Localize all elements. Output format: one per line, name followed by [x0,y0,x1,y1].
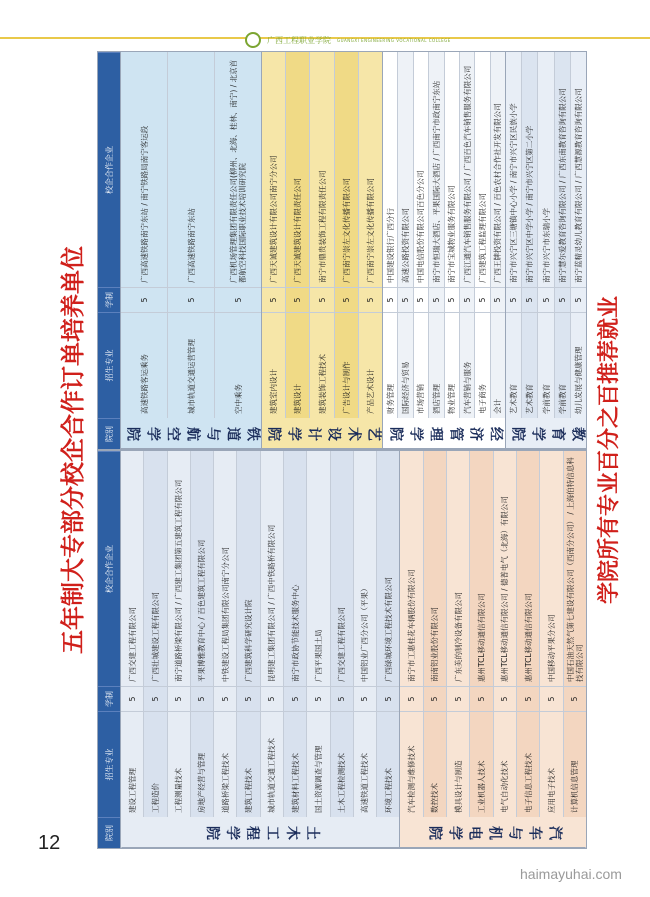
dept-name: 教育学院 [506,418,586,449]
years-cell: 5 [555,287,570,312]
table-row [398,52,413,418]
table-row [491,52,505,418]
page-subtitle: 学院所有专业百分之百推荐就业 [597,296,622,605]
partner-cell: 中国电信股份有限公司百色分公司 [416,170,426,283]
table-row [144,451,167,817]
col-major: 招生专业 [98,711,120,817]
major-cell: 模具设计与制造 [447,711,469,817]
years-cell: 5 [447,686,469,711]
partner-cell: 南宁市鼎贵装饰工程有限责任公司 [317,170,327,283]
years-cell: 5 [398,287,412,312]
dept-name: 铁道与航空学院 [121,418,261,449]
table-row [310,52,334,418]
col-years: 学制 [98,686,120,711]
years-cell: 5 [494,686,516,711]
partner-cell: 南宁市工惠桂花车辆股份有限公司 [407,569,417,682]
years-cell: 5 [310,287,333,312]
major-cell: 艺术教育 [522,312,537,418]
years-cell: 5 [284,686,306,711]
table-row [460,52,475,418]
table-row [571,52,586,418]
years-cell: 5 [335,287,358,312]
years-cell: 5 [460,287,474,312]
years-cell: 5 [564,686,586,711]
table-row [522,52,538,418]
partner-cell: 广东美的制冷设备有限公司 [453,592,463,682]
table-left [97,450,587,849]
partner-cell: 南宁市兴宁市东瑞小学 [541,208,551,283]
table-row [377,451,399,817]
table-row [564,451,586,817]
partner-cell: 广西江通汽车销售服务有限公司 / 广西百色汽车销售服务有限公司 [462,65,472,283]
partner-cell: 南宁市政协节能技术服务中心 [290,584,300,682]
partner-tables [97,51,587,849]
major-cell: 数控技术 [424,711,446,817]
table-row [475,52,490,418]
years-cell: 5 [491,287,505,312]
major-cell: 工业机器人技术 [470,711,492,817]
major-cell: 市场营销 [414,312,428,418]
partner-cell: 广西绿城环境工程技术有限公司 [383,577,393,682]
major-cell: 建设工程管理 [121,711,143,817]
dept-group [120,451,399,848]
major-cell: 道路桥梁工程技术 [214,711,236,817]
partner-cell: 南宁市宝城物业服务有限公司 [447,185,457,283]
years-cell: 5 [424,686,446,711]
partner-cell: 广西平果国土局 [313,629,323,682]
dept-group [382,52,505,449]
major-cell: 空中乘务 [215,312,261,418]
years-cell: 5 [237,686,259,711]
years-cell: 5 [540,686,562,711]
years-cell: 5 [359,287,382,312]
college-seal-icon [245,32,261,48]
years-cell: 5 [215,287,261,312]
years-cell: 5 [214,686,236,711]
table-header [98,451,120,848]
table-row [383,52,398,418]
partner-cell: 广西天诚建筑设计有限公司南宁分公司 [269,155,279,283]
table-row [447,451,470,817]
major-cell: 计算机信息管理 [564,711,586,817]
major-cell: 广告设计与制作 [335,312,358,418]
years-cell: 5 [571,287,586,312]
table-row [262,52,286,418]
dept-group [505,52,586,449]
years-cell: 5 [470,686,492,711]
years-cell: 5 [286,287,309,312]
partner-cell: 南宁蓝精灵幼儿教育有限公司 / 广西慧源教育咨询有限公司 [573,88,583,283]
table-row [261,451,284,817]
partner-cell: 广西南宁崇左文化传播有限公司 [365,178,375,283]
major-cell: 电子商务 [475,312,489,418]
col-years: 学制 [98,287,120,312]
partner-cell: 惠州TCL移动通信有限公司 / 德普电气（北海）有限公司 [500,496,510,682]
partner-cell: 南南铝业股份有限公司 [430,607,440,682]
table-row [237,451,260,817]
major-cell: 财务管理 [383,312,397,418]
years-cell: 5 [261,686,283,711]
major-cell: 应用电子技术 [540,711,562,817]
table-row [445,52,460,418]
dept-name: 经济管理学院 [383,418,505,449]
page-title: 五年制大专部分校企合作订单培养单位 [59,246,87,654]
major-cell: 学前教育 [555,312,570,418]
years-cell: 5 [121,287,167,312]
table-row [555,52,571,418]
partner-cell: 中铁建设工程局集团有限公司南宁分公司 [220,547,230,682]
table-row [424,451,447,817]
years-cell: 5 [538,287,553,312]
major-cell: 工程测量技术 [168,711,190,817]
table-row [414,52,429,418]
table-row [359,52,382,418]
years-cell: 5 [445,287,459,312]
major-cell: 土木工程检测技术 [331,711,353,817]
years-cell: 5 [400,686,422,711]
table-row [121,52,168,418]
table-row [354,451,377,817]
table-row [168,52,215,418]
table-row [121,451,144,817]
table-right [97,51,587,450]
years-cell: 5 [414,287,428,312]
major-cell: 学前教育 [538,312,553,418]
table-row [168,451,191,817]
partner-cell: 广西天诚建筑设计有限责任公司 [293,178,303,283]
page-number: 12 [38,832,61,854]
years-cell: 5 [517,686,539,711]
major-cell: 幼儿发展与健康管理 [571,312,586,418]
major-cell: 汽车检测与维修技术 [400,711,422,817]
partner-cell: 高速公路投资有限公司 [401,208,411,283]
table-row [335,52,359,418]
partner-cell: 广西建筑科学研究设计院 [244,599,254,682]
table-row [214,451,237,817]
table-row [191,451,214,817]
years-cell: 5 [121,686,143,711]
partner-cell: 广西机场管理集团有限责任公司(柳州、北海、桂林、南宁) / 北京首都航空科技国际职业技术培训研究院 [229,59,247,283]
major-cell: 城市轨道交通运营管理 [168,312,214,418]
partner-cell: 南宁市兴宁区中学小学 / 南宁市兴宁区第二小学 [525,125,535,283]
partner-cell: 惠州TCL移动通信有限公司 [477,593,487,682]
major-cell: 建筑材料工程技术 [284,711,306,817]
table-row [331,451,354,817]
years-cell: 5 [168,686,190,711]
college-logo [245,32,451,48]
partner-cell: 中国石油天然气第七建设有限公司（西南分公司） / 上海伯特信息科技有限公司 [565,457,584,682]
major-cell: 国际经济与贸易 [398,312,412,418]
partner-cell: 惠州TCL移动通信有限公司 [523,593,533,682]
watermark: haimayuhai.com [520,866,622,882]
col-dept: 院别 [98,418,120,449]
years-cell: 5 [331,686,353,711]
table-row [215,52,261,418]
college-name: 广西工程职业学院 [267,35,331,45]
major-cell: 建筑工程技术 [237,711,259,817]
major-cell: 国土资源调查与管理 [307,711,329,817]
partner-cell: 广西交建工程有限公司 [337,607,347,682]
partner-cell: 中国铝业广西分公司（平果） [360,584,370,682]
dept-group [399,451,586,848]
table-row [470,451,493,817]
dept-group [261,52,382,449]
partner-cell: 中国建设银行广西分行 [385,208,395,283]
table-row [506,52,522,418]
years-cell: 5 [191,686,213,711]
partner-cell: 南宁市兴宁区三塘镇中心小学 / 南宁市兴宁区民族小学 [509,103,519,283]
years-cell: 5 [307,686,329,711]
major-cell: 艺术教育 [506,312,521,418]
partner-cell: 南宁市恒瑞大酒店、平果国际大酒店 / 广西南宁市政南宁东站 [431,80,441,283]
years-cell: 5 [383,287,397,312]
major-cell: 建筑设计 [286,312,309,418]
major-cell: 房地产经营与管理 [191,711,213,817]
years-cell: 5 [354,686,376,711]
table-row [307,451,330,817]
dept-name: 艺术设计学院 [262,418,382,449]
table-row [286,52,310,418]
partner-cell: 中国移动平果分公司 [547,614,557,682]
years-cell: 5 [522,287,537,312]
major-cell: 产品艺术设计 [359,312,382,418]
major-cell: 城市轨道交通工程技术 [261,711,283,817]
partner-cell: 广西南宁崇左文化传播有限公司 [341,178,351,283]
major-cell: 环境工程技术 [377,711,399,817]
col-dept: 院别 [98,817,120,848]
major-cell: 建筑室内设计 [262,312,285,418]
partner-cell: 广西建筑工程监理有限公司 [477,193,487,283]
college-name-en: GUANGXI ENGINEERING VOCATIONAL COLLEGE [337,37,451,43]
major-cell: 建筑装饰工程技术 [310,312,333,418]
col-partner: 校企合作企业 [98,52,120,287]
partner-cell: 南宁道路桥梁有限公司 / 广西建工集团第五建筑工程有限公司 [174,479,184,682]
years-cell: 5 [506,287,521,312]
partner-cell: 南宁慧尔爱教育咨询有限公司 / 广西东南教育咨询有限公司 [557,88,567,283]
table-row [429,52,444,418]
dept-name: 汽车与机电学院 [400,817,586,848]
table-header [98,52,120,449]
years-cell: 5 [429,287,443,312]
table-row [540,451,563,817]
partner-cell: 昆明建工集团有限公司 / 广西中铁路桥有限公司 [267,524,277,682]
col-major: 招生专业 [98,312,120,418]
partner-cell: 广西高速铁路南宁东站 [186,208,196,283]
partner-cell: 广西王牌投资有限公司 / 百色农村合作社开发有限公司 [493,103,503,283]
years-cell: 5 [168,287,214,312]
major-cell: 电气自动化技术 [494,711,516,817]
partner-cell: 广西交建工程有限公司 [127,607,137,682]
years-cell: 5 [475,287,489,312]
years-cell: 5 [377,686,399,711]
partner-cell: 广西高速铁路南宁东站 / 南宁铁路局南宁客运段 [139,125,149,283]
major-cell: 物业管理 [445,312,459,418]
table-row [538,52,554,418]
partner-cell: 平果博雅教育中心 / 百色建筑工程有限公司 [197,539,207,682]
table-row [494,451,517,817]
years-cell: 5 [262,287,285,312]
major-cell: 会计 [491,312,505,418]
major-cell: 工程造价 [144,711,166,817]
major-cell: 汽车营销与服务 [460,312,474,418]
years-cell: 5 [144,686,166,711]
col-partner: 校企合作企业 [98,451,120,686]
dept-name: 土木工程学院 [121,817,399,848]
major-cell: 高速铁路客运乘务 [121,312,167,418]
major-cell: 高速铁道工程技术 [354,711,376,817]
table-row [400,451,423,817]
table-row [517,451,540,817]
partner-cell: 广西壮城建设工程有限公司 [150,592,160,682]
table-row [284,451,307,817]
major-cell: 酒店管理 [429,312,443,418]
major-cell: 电子信息工程技术 [517,711,539,817]
rotated-page-content [53,47,629,853]
dept-group [120,52,261,449]
